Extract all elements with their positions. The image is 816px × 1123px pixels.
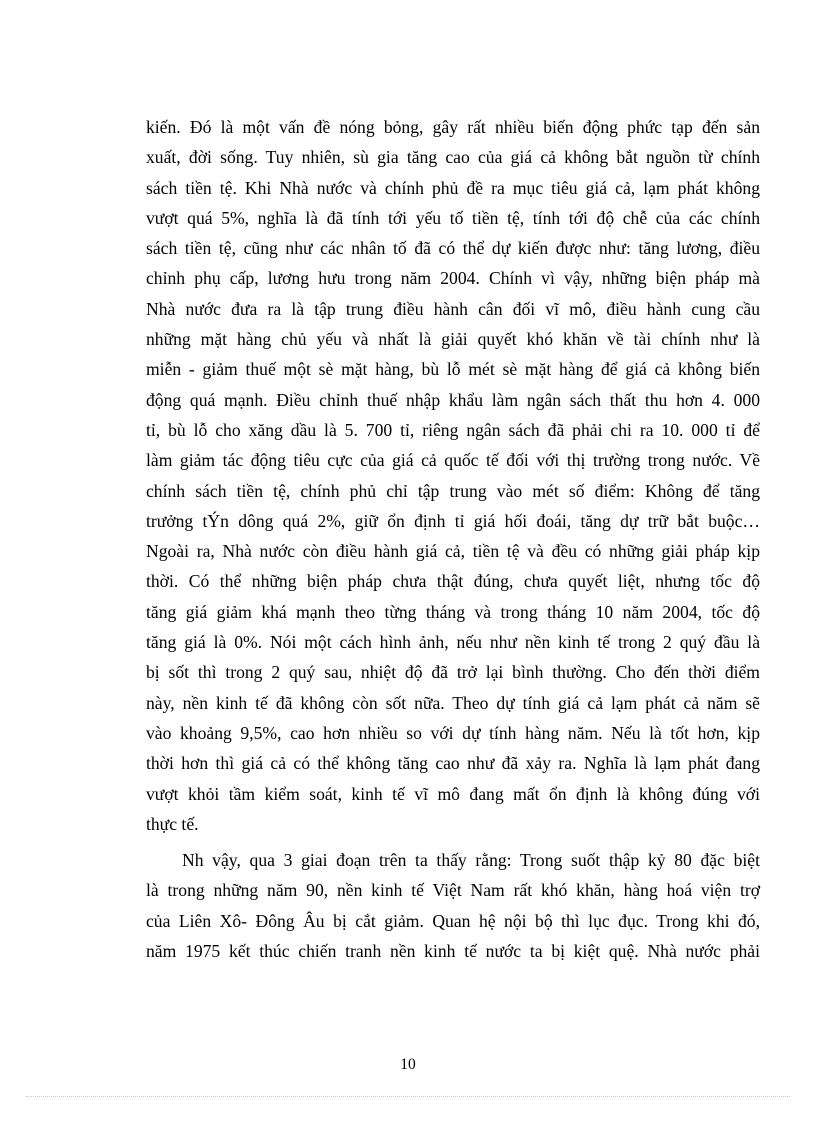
text-line: tỉ, bù lỗ cho xăng dầu là 5. 700 tỉ, riêng ngân sách đã phải chi ra 10. 000 tỉ để (146, 419, 760, 440)
text-line: những mặt hàng chủ yếu và nhất là giải quyết khó khăn về tài chính như là (146, 329, 760, 350)
text-line: xuất, đời sống. Tuy nhiên, sù gia tăng cao của giá cả không bắt nguồn từ chính (146, 147, 760, 168)
text-line: sách tiền tệ, cũng như các nhân tố đã có thể dự kiến được như: tăng lương, điều (146, 238, 760, 259)
text-line: chỉnh phụ cấp, lương hưu trong năm 2004. Chính vì vậy, những biện pháp mà (146, 268, 760, 289)
text-line: vào khoảng 9,5%, cao hơn nhiều so với dự tính hàng năm. Nếu là tốt hơn, kịp (146, 722, 760, 743)
paragraph-2 (146, 845, 760, 966)
text-line: miễn - giảm thuế một sè mặt hàng, bù lỗ mét sè mặt hàng để giá cả không biến (146, 359, 760, 380)
text-line: là trong những năm 90, nền kinh tế Việt Nam rất khó khăn, hàng hoá viện trợ (146, 880, 760, 901)
page-number: 10 (400, 1056, 416, 1073)
text-line: sách tiền tệ. Khi Nhà nước và chính phủ đề ra mục tiêu giá cả, lạm phát không (146, 177, 760, 198)
page-bottom-border (26, 1096, 790, 1097)
text-line: trưởng tÝn dông quá 2%, giữ ổn định tỉ giá hối đoái, tăng dự trữ bắt buộc… (146, 510, 760, 531)
body-text (146, 112, 760, 966)
text-line: Ngoài ra, Nhà nước còn điều hành giá cả, tiền tệ và đều có những giải pháp kịp (146, 541, 760, 562)
text-line: vượt quá 5%, nghĩa là đã tính tới yếu tố tiền tệ, tính tới độ chễ của các chính (146, 207, 760, 228)
paragraph-1 (146, 112, 760, 839)
text-line: thời hơn thì giá cả có thể không tăng cao như đã xảy ra. Nghĩa là lạm phát đang (146, 753, 760, 774)
text-line: bị sốt thì trong 2 quý sau, nhiệt độ đã trở lại bình thường. Cho đến thời điểm (146, 662, 760, 683)
text-line: này, nền kinh tế đã không còn sốt nữa. Theo dự tính giá cả lạm phát cả năm sẽ (146, 692, 760, 713)
text-line: năm 1975 kết thúc chiến tranh nền kinh tế nước ta bị kiệt quệ. Nhà nước phải (146, 941, 760, 962)
text-line: chính sách tiền tệ, chính phủ chỉ tập trung vào mét số điểm: Không để tăng (146, 480, 760, 501)
text-line: làm giảm tác động tiêu cực của giá cả quốc tế đối với thị trường trong nước. Về (146, 450, 760, 471)
text-line: Nhà nước đưa ra là tập trung điều hành cân đối vĩ mô, điều hành cung cầu (146, 298, 760, 319)
text-line: tăng giá giảm khá mạnh theo từng tháng và trong tháng 10 năm 2004, tốc độ (146, 601, 760, 622)
text-line: Nh vậy, qua 3 giai đoạn trên ta thấy rằng: Trong suốt thập kỷ 80 đặc biệt (182, 850, 760, 871)
text-line: tăng giá là 0%. Nói một cách hình ảnh, nếu như nền kinh tế trong 2 quý đầu là (146, 632, 760, 653)
text-line: của Liên Xô- Đông Âu bị cắt giảm. Quan hệ nội bộ thì lục đục. Trong khi đó, (146, 910, 760, 931)
text-line: vượt khỏi tầm kiểm soát, kinh tế vĩ mô đang mất ổn định là không đúng với (146, 783, 760, 804)
text-line: thực tế. (146, 813, 199, 834)
text-line: kiến. Đó là một vấn đề nóng bỏng, gây rất nhiều biến động phức tạp đến sản (146, 117, 760, 137)
text-line: động quá mạnh. Điều chỉnh thuế nhập khẩu làm ngân sách thất thu hơn 4. 000 (146, 389, 760, 410)
text-line: thời. Có thể những biện pháp chưa thật đúng, chưa quyết liệt, nhưng tốc độ (146, 571, 760, 592)
